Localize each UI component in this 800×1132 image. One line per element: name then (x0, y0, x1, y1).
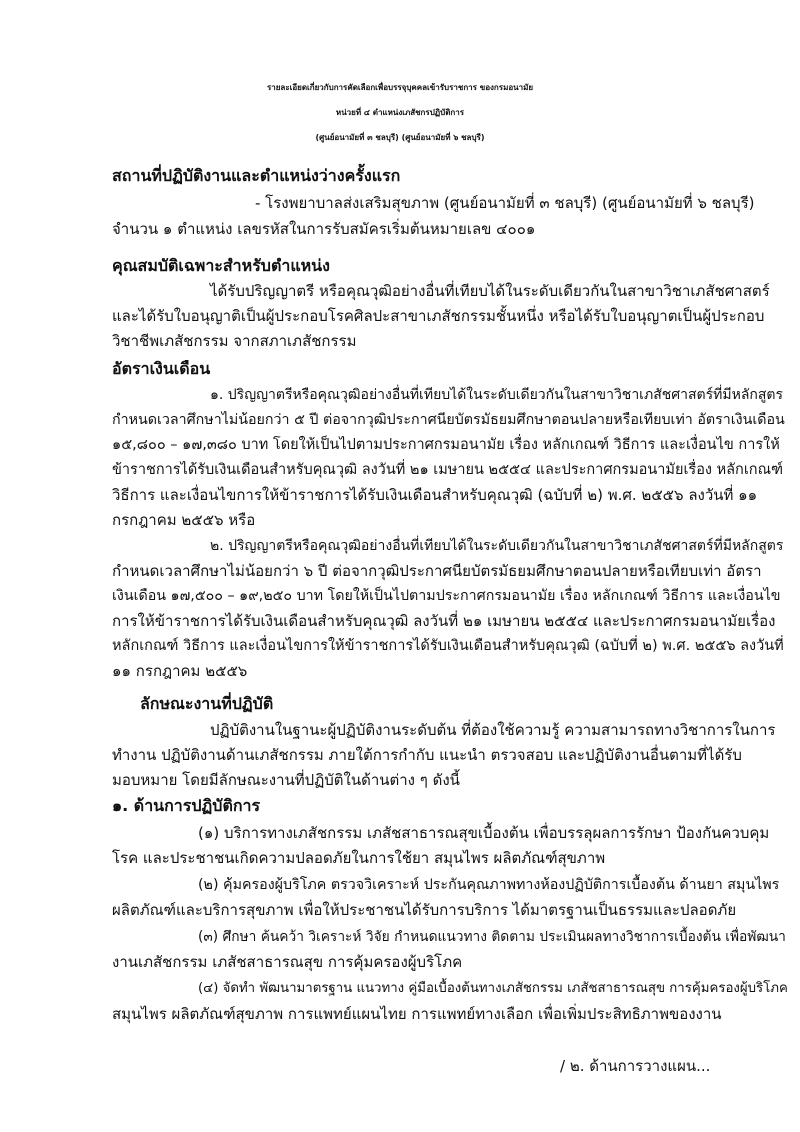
location-line-2: จำนวน ๑ ตำแหน่ง เลขรหัสในการรับสมัครเริ่มต้นหมายเลข ๔๐๐๑ (112, 220, 536, 238)
salary-item1-line-6: กรกฎาคม ๒๕๕๖ หรือ (112, 511, 256, 529)
duties-intro-line-2: ทำงาน ปฏิบัติงานด้านเภสัชกรรม ภายใต้การกำกับ แนะนำ ตรวจสอบ และปฏิบัติงานอื่นตามที่ได้รับ (112, 746, 742, 764)
header-line-1: รายละเอียดเกี่ยวกับการคัดเลือกเพื่อบรรจุบุคคลเข้ารับราชการ ของกรมอนามัย (266, 83, 534, 92)
location-line-1: - โรงพยาบาลส่งเสริมสุขภาพ (ศูนย์อนามัยที่ ๓ ชลบุรี) (ศูนย์อนามัยที่ ๖ ชลบุรี) (255, 194, 755, 212)
salary-item2-line-2: กำหนดเวลาศึกษาไม่น้อยกว่า ๖ ปี ต่อจากวุฒิประกาศนียบัตรมัธยมศึกษาตอนปลายหรือเทียบเท่า อัตรา (112, 562, 762, 580)
duty-item-4-line-2: สมุนไพร ผลิตภัณฑ์สุขภาพ การแพทย์แผนไทย การแพทย์ทางเลือก เพื่อเพิ่มประสิทธิภาพของงาน (112, 1005, 722, 1023)
qualification-line-3: วิชาชีพเภสัชกรรม จากสภาเภสัชกรรม (112, 332, 357, 350)
salary-heading: อัตราเงินเดือน (112, 359, 211, 378)
duty-item-4-line-1: (๔) จัดทำ พัฒนามาตรฐาน แนวทาง คู่มือเบื้องต้นทางเภสัชกรรม เภสัชสาธารณสุข การคุ้มครองผู้บริโภค (198, 981, 788, 996)
salary-item2-line-6: ๑๑ กรกฎาคม ๒๕๕๖ (112, 662, 248, 680)
header-line-2: หน่วยที่ ๔ ตำแหน่งเภสัชกรปฏิบัติการ (335, 108, 465, 117)
duties-heading: ลักษณะงานที่ปฏิบัติ (140, 694, 274, 713)
duties-intro-line-3: มอบหมาย โดยมีลักษณะงานที่ปฏิบัติในด้านต่าง ๆ ดังนี้ (112, 771, 460, 789)
salary-item2-line-5: หลักเกณฑ์ วิธีการ และเงื่อนไขการให้ข้าราชการได้รับเงินเดือนสำหรับคุณวุฒิ (ฉบับที่ ๒) พ.ศ. ๒๕๕๖ ลงวันที่ (112, 638, 784, 654)
salary-item1-line-1: ๑. ปริญญาตรีหรือคุณวุฒิอย่างอื่นที่เทียบได้ในระดับเดียวกันในสาขาวิชาเภสัชศาสตร์ที่มีหลักสูตร (210, 387, 784, 403)
location-heading: สถานที่ปฏิบัติงานและตำแหน่งว่างครั้งแรก (112, 166, 401, 185)
salary-item2-line-4: การให้ข้าราชการได้รับเงินเดือนสำหรับคุณวุฒิ ลงวันที่ ๒๑ เมษายน ๒๕๕๔ และประกาศกรมอนามัยเรื่อง (112, 612, 776, 630)
duties-intro-line-1: ปฏิบัติงานในฐานะผู้ปฏิบัติงานระดับต้น ที่ต้องใช้ความรู้ ความสามารถทางวิชาการในการ (210, 721, 776, 739)
duty-item-1-line-1: (๑) บริการทางเภสัชกรรม เภสัชสาธารณสุขเบื้องต้น เพื่อบรรลุผลการรักษา ป้องกันควบคุม (198, 824, 770, 842)
continuation-note: / ๒. ด้านการวางแผน... (560, 1057, 711, 1075)
duty-item-3-line-1: (๓) ศึกษา ค้นคว้า วิเคราะห์ วิจัย กำหนดแนวทาง ติดตาม ประเมินผลทางวิชาการเบื้องต้น เพื่อพัฒนา (198, 929, 786, 945)
qualification-line-2: และได้รับใบอนุญาติเป็นผู้ประกอบโรคศิลปะสาขาเภสัชกรรมชั้นหนึ่ง หรือได้รับใบอนุญาตเป็นผู้ประกอบ (112, 307, 765, 325)
duty-item-3-line-2: งานเภสัชกรรม เภสัชสาธารณสุข การคุ้มครองผู้บริโภค (112, 953, 463, 971)
qualification-line-1: ได้รับปริญญาตรี หรือคุณวุฒิอย่างอื่นที่เทียบได้ในระดับเดียวกันในสาขาวิชาเภสัชศาสตร์ (210, 282, 770, 300)
header-line-3: (ศูนย์อนามัยที่ ๓ ชลบุรี) (ศูนย์อนามัยที่ ๖ ชลบุรี) (315, 133, 485, 142)
salary-item2-line-3: เงินเดือน ๑๗,๕๐๐ – ๑๙,๒๕๐ บาท โดยให้เป็นไปตามประกาศกรมอนามัย เรื่อง หลักเกณฑ์ วิธีการ และเงื่อนไข (112, 588, 781, 604)
salary-item2-line-1: ๒. ปริญญาตรีหรือคุณวุฒิอย่างอื่นที่เทียบได้ในระดับเดียวกันในสาขาวิชาเภสัชศาสตร์ที่มีหลักสูตร (210, 538, 784, 554)
duty-item-1-line-2: โรค และประชาชนเกิดความปลอดภัยในการใช้ยา สมุนไพร ผลิตภัณฑ์สุขภาพ (112, 849, 606, 867)
duty-item-2-line-1: (๒) คุ้มครองผู้บริโภค ตรวจวิเคราะห์ ประกันคุณภาพทางห้องปฏิบัติการเบื้องต้น ด้านยา สมุนไพร (198, 877, 780, 893)
salary-item1-line-4: ข้าราชการได้รับเงินเดือนสำหรับคุณวุฒิ ลงวันที่ ๒๑ เมษายน ๒๕๕๔ และประกาศกรมอนามัยเรื่อง หลักเกณฑ์ (112, 462, 784, 478)
duty-item-2-line-2: ผลิตภัณฑ์และบริการสุขภาพ เพื่อให้ประชาชนได้รับการบริการ ได้มาตรฐานเป็นธรรมและปลอดภัย (112, 901, 737, 919)
qualification-heading: คุณสมบัติเฉพาะสำหรับตำแหน่ง (112, 256, 330, 275)
salary-item1-line-2: กำหนดเวลาศึกษาไม่น้อยกว่า ๕ ปี ต่อจากวุฒิประกาศนียบัตรมัธยมศึกษาตอนปลายหรือเทียบเท่า อัตราเงินเดือน (112, 412, 785, 428)
salary-item1-line-3: ๑๕,๘๐๐ – ๑๗,๓๘๐ บาท โดยให้เป็นไปตามประกาศกรมอนามัย เรื่อง หลักเกณฑ์ วิธีการ และเงื่อนไข การให้ (112, 437, 780, 453)
section-1-heading: ๑. ด้านการปฏิบัติการ (112, 796, 261, 815)
salary-item1-line-5: วิธีการ และเงื่อนไขการให้ข้าราชการได้รับเงินเดือนสำหรับคุณวุฒิ (ฉบับที่ ๒) พ.ศ. ๒๕๕๖ ลงวันที่ ๑๑ (112, 486, 758, 504)
